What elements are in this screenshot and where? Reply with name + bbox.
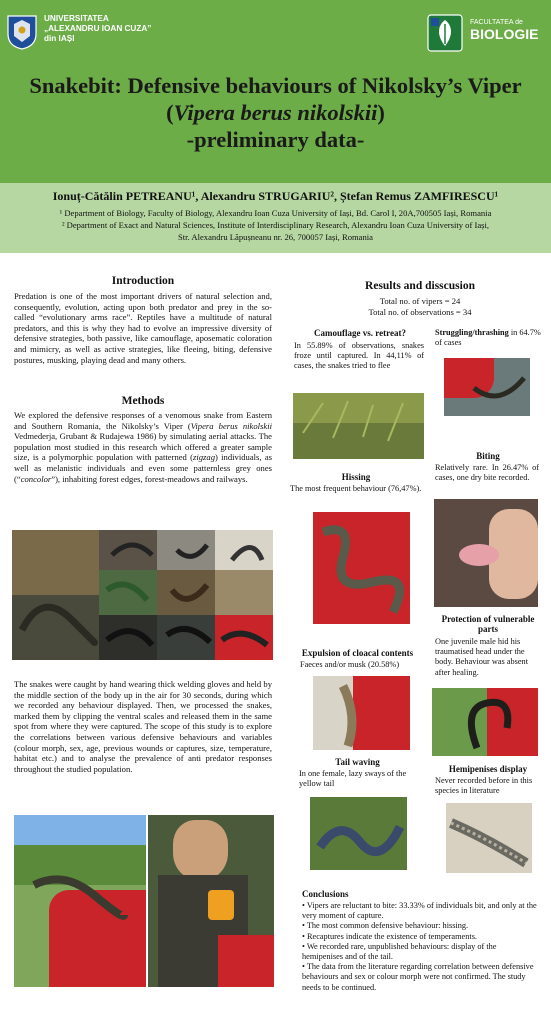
struggling-photo <box>444 358 530 416</box>
introduction-text: Predation is one of the most important drivers of natural selection and, consequently, evolution, acting upon both predator and prey in the so-called “evolutionary arms race”. Reptiles have a multitude of natural predators, and this is why they had to evolve an impressive diversity of defensive strategies, both passive, like camouflage, aposematic coloration and mimicry, as well as active strategies, like fleeing, biting, defensive postures, musking, playing dead and many others. <box>14 291 272 365</box>
field-capture-photo-2 <box>148 815 274 987</box>
hemipenises-title: Hemipenises display <box>448 764 528 774</box>
field-capture-photo-1 <box>14 815 146 987</box>
methods-procedure-text: The snakes were caught by hand wearing thick welding gloves and held by the middle section of the body up in the air for 30 seconds, during which we recorded any behaviour displayed. Then, we processed the snakes, marked them by clipping the ventral scales and released them in the same spot from where they were captured. The scope of this study is to explore the correlations between various defensive behaviours and variables (colour morph, sex, age, previous wounds or captures, size, temperature, habitat etc.) and to analyse the prevalence of anti predator responses throughout the studied population. <box>14 679 272 774</box>
total-observations: Total no. of observations = 34 <box>368 307 472 317</box>
faculty-crest-logo <box>427 14 463 52</box>
colour-morphs-photo-grid <box>12 530 273 660</box>
introduction-heading: Introduction <box>111 275 175 287</box>
camouflage-title: Camouflage vs. retreat? <box>314 328 406 338</box>
protection-title: Protection of vulnerable parts <box>441 614 535 634</box>
hissing-photo <box>313 512 410 624</box>
results-heading: Results and disscusion <box>365 280 475 292</box>
conclusions-heading: Conclusions <box>302 889 349 899</box>
biting-title: Biting <box>476 451 500 461</box>
total-vipers: Total no. of vipers = 24 <box>379 296 461 306</box>
poster-title: Snakebit: Defensive behaviours of Nikolsky’s Viper (Vipera berus nikolskii) -preliminary data- <box>29 73 522 152</box>
conclusion-item: • We recorded rare, unpublished behaviours: display of the hemipenises and of the tail. <box>302 941 497 962</box>
protection-text: One juvenile male hid his traumatised head under the body. Behaviour was absent after healing. <box>435 637 529 677</box>
biting-text: Relatively rare. In 26.47% of cases, one dry bite recorded. <box>435 463 539 483</box>
protection-photo <box>432 688 538 756</box>
expulsion-title: Expulsion of cloacal contents <box>301 648 414 658</box>
university-name: UNIVERSITATEA „ALEXANDRU IOAN CUZA” din IAȘI <box>44 14 152 43</box>
struggling-label: Struggling/thrashing in 64.7% of cases <box>435 328 541 348</box>
hemipenises-text: Never recorded before in this species in literature <box>435 776 533 796</box>
expulsion-photo <box>313 676 410 750</box>
hissing-text: The most frequent behaviour (76,47%). <box>290 484 422 493</box>
university-crest-logo <box>6 14 38 50</box>
methods-text: We explored the defensive responses of a venomous snake from Eastern and Southern Romania, the Nikolsky’s Viper (Vipera berus nikolskii Vedmederja, Grubant & Rudajewa 1986) by simulating aerial attacks. The population most studied in this research which offered a greater sample size, is a polymorphic population with patterned (zigzag) individuals, as well as melanistic individuals and even some patternless grey ones (“concolor”), inhabiting forest edges, forest-meadows and railways. <box>14 410 272 484</box>
struggling-title: Struggling/thrashing <box>435 328 509 337</box>
hissing-title: Hissing <box>341 472 371 482</box>
tail-waving-photo <box>310 797 407 870</box>
tail-waving-text: In one female, lazy sways of the yellow tail <box>299 769 407 789</box>
authors-list: Ionuț-Cătălin PETREANU¹, Alexandru STRUGARIU², Ștefan Remus ZAMFIRESCU¹ <box>52 189 499 203</box>
biting-photo <box>434 499 538 607</box>
conclusion-item: • Vipers are reluctant to bite: 33.33% of individuals bit, and only at the very moment of capture. <box>302 901 537 921</box>
hemipenises-photo <box>446 803 532 873</box>
expulsion-text: Faeces and/or musk (20.58%) <box>300 660 400 669</box>
conclusions-list <box>302 901 538 993</box>
methods-heading: Methods <box>121 395 165 407</box>
conclusion-item: • The most common defensive behaviour: hissing. <box>302 921 469 931</box>
tail-waving-title: Tail waving <box>335 757 380 767</box>
conclusion-item: • Recaptures indicate the existence of temperaments. <box>302 931 477 941</box>
camouflage-photo <box>293 393 424 459</box>
faculty-name: FACULTATEA de BIOLOGIE <box>470 19 539 42</box>
conclusion-item: • The data from the literature regarding correlation between defensive behaviours and sex or colour morph were not confirmed. The study needs to be continued. <box>302 962 534 992</box>
affiliations: ¹ Department of Biology, Faculty of Biology, Alexandru Ioan Cuza University of Iași, Bd. Carol I, 20A,700505 Iași, Romania ² Department of Exact and Natural Sciences, Institute of Interdisciplinary Research, Alexandru Ioan Cuza University of Iași, Str. Alexandru Lăpușneanu nr. 26, 700057 Iași, Romania <box>59 208 492 242</box>
camouflage-text: In 55.89% of observations, snakes froze until captured. In 44,11% of cases, the snakes tried to flee <box>294 341 424 371</box>
